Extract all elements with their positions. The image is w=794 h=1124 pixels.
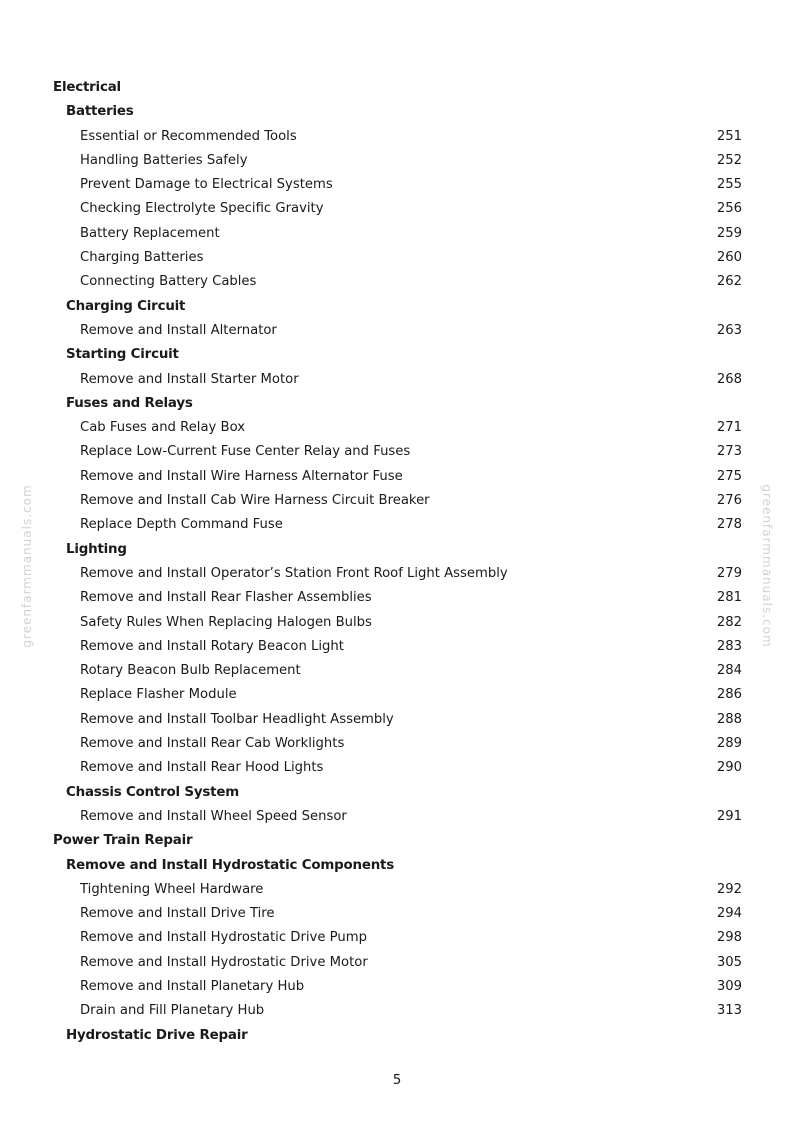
- toc-section-heading: [0, 781, 794, 805]
- toc-entry-label: Battery Replacement: [80, 225, 220, 241]
- toc-entry-label: Replace Depth Command Fuse: [80, 517, 283, 533]
- toc-entry-label: Prevent Damage to Electrical Systems: [80, 177, 333, 193]
- toc-entry-page: 284: [716, 663, 742, 679]
- toc-entry[interactable]: [0, 368, 794, 392]
- toc-entry-page: 252: [716, 152, 742, 168]
- toc-entry-page: 309: [716, 978, 742, 994]
- toc-entry-label: Remove and Install Toolbar Headlight Assembly: [80, 711, 394, 727]
- toc-entry-page: 276: [716, 493, 742, 509]
- page-number: 5: [392, 1072, 402, 1088]
- toc-entry-label: Remove and Install Planetary Hub: [80, 978, 305, 994]
- toc-entry-label: Remove and Install Starter Motor: [80, 371, 299, 387]
- toc-entry[interactable]: [0, 659, 794, 683]
- table-of-contents: [0, 76, 794, 1048]
- toc-entry[interactable]: [0, 708, 794, 732]
- toc-entry-label: Remove and Install Wire Harness Alternator Fuse: [80, 468, 403, 484]
- toc-entry-label: Safety Rules When Replacing Halogen Bulbs: [80, 614, 372, 630]
- toc-entry-label: Remove and Install Rear Cab Worklights: [80, 736, 345, 752]
- toc-entry-label: Drain and Fill Planetary Hub: [80, 1003, 265, 1019]
- toc-entry-label: Connecting Battery Cables: [80, 274, 257, 290]
- watermark-left: greenfarmmanuals.com: [20, 484, 34, 648]
- toc-entry-page: 286: [716, 687, 742, 703]
- toc-section-heading: [0, 100, 794, 124]
- toc-section-heading: [0, 854, 794, 878]
- toc-section-heading: [0, 1024, 794, 1048]
- toc-section-heading: [0, 343, 794, 367]
- toc-entry-label: Cab Fuses and Relay Box: [80, 420, 246, 436]
- toc-entry[interactable]: [0, 270, 794, 294]
- toc-entry[interactable]: [0, 562, 794, 586]
- toc-entry-page: 289: [716, 736, 742, 752]
- toc-entry-page: 251: [716, 128, 742, 144]
- toc-entry[interactable]: [0, 465, 794, 489]
- toc-entry-page: 263: [716, 322, 742, 338]
- toc-entry-label: Remove and Install Cab Wire Harness Circuit Breaker: [80, 493, 430, 509]
- toc-entry[interactable]: [0, 902, 794, 926]
- toc-section-heading: [0, 76, 794, 100]
- toc-entry-label: Tightening Wheel Hardware: [80, 881, 264, 897]
- toc-entry-label: Handling Batteries Safely: [80, 152, 248, 168]
- toc-entry-label: Charging Circuit: [66, 298, 186, 314]
- toc-entry[interactable]: [0, 197, 794, 221]
- toc-entry[interactable]: [0, 246, 794, 270]
- toc-entry-label: Remove and Install Operator’s Station Front Roof Light Assembly: [80, 565, 508, 581]
- toc-entry[interactable]: [0, 489, 794, 513]
- toc-entry-label: Remove and Install Hydrostatic Components: [66, 857, 395, 873]
- toc-entry-page: 298: [716, 930, 742, 946]
- toc-entry-label: Hydrostatic Drive Repair: [66, 1027, 248, 1043]
- toc-entry[interactable]: [0, 222, 794, 246]
- toc-entry[interactable]: [0, 999, 794, 1023]
- toc-entry-label: Remove and Install Alternator: [80, 322, 277, 338]
- toc-entry-page: 313: [716, 1003, 742, 1019]
- toc-entry-label: Electrical: [53, 80, 121, 95]
- toc-section-heading: [0, 829, 794, 853]
- toc-entry-page: 290: [716, 760, 742, 776]
- toc-entry-label: Remove and Install Drive Tire: [80, 906, 275, 922]
- toc-entry[interactable]: [0, 513, 794, 537]
- toc-entry-label: Starting Circuit: [66, 347, 179, 363]
- toc-entry-page: 294: [716, 906, 742, 922]
- toc-entry-page: 281: [716, 590, 742, 606]
- toc-section-heading: [0, 295, 794, 319]
- toc-entry-label: Remove and Install Wheel Speed Sensor: [80, 808, 347, 824]
- toc-entry-page: 275: [716, 468, 742, 484]
- toc-entry[interactable]: [0, 756, 794, 780]
- toc-entry[interactable]: [0, 926, 794, 950]
- toc-section-heading: [0, 392, 794, 416]
- toc-entry[interactable]: [0, 683, 794, 707]
- toc-entry[interactable]: [0, 975, 794, 999]
- toc-entry[interactable]: [0, 125, 794, 149]
- toc-entry-page: 282: [716, 614, 742, 630]
- toc-entry-label: Rotary Beacon Bulb Replacement: [80, 663, 301, 679]
- toc-entry[interactable]: [0, 586, 794, 610]
- toc-entry-page: 255: [716, 177, 742, 193]
- toc-entry-label: Remove and Install Hydrostatic Drive Pump: [80, 930, 367, 946]
- toc-entry[interactable]: [0, 173, 794, 197]
- toc-entry[interactable]: [0, 878, 794, 902]
- toc-entry[interactable]: [0, 440, 794, 464]
- toc-entry-label: Power Train Repair: [53, 833, 193, 849]
- toc-entry-page: 279: [716, 565, 742, 581]
- toc-entry-page: 305: [716, 954, 742, 970]
- watermark-right: greenfarmmanuals.com: [760, 484, 774, 648]
- toc-entry[interactable]: [0, 611, 794, 635]
- toc-entry-page: 288: [716, 711, 742, 727]
- toc-entry[interactable]: [0, 635, 794, 659]
- toc-entry[interactable]: [0, 951, 794, 975]
- toc-section-heading: [0, 538, 794, 562]
- toc-entry-label: Essential or Recommended Tools: [80, 128, 297, 144]
- toc-entry-label: Remove and Install Rear Hood Lights: [80, 760, 324, 776]
- toc-entry-label: Charging Batteries: [80, 250, 204, 266]
- toc-entry-label: Remove and Install Rotary Beacon Light: [80, 638, 344, 654]
- toc-entry[interactable]: [0, 319, 794, 343]
- toc-entry-page: 268: [716, 371, 742, 387]
- toc-entry-page: 291: [716, 808, 742, 824]
- toc-entry[interactable]: [0, 416, 794, 440]
- toc-entry-label: Checking Electrolyte Specific Gravity: [80, 201, 324, 217]
- toc-entry-page: 260: [716, 250, 742, 266]
- toc-entry-page: 278: [716, 517, 742, 533]
- toc-entry-page: 259: [716, 225, 742, 241]
- toc-entry-page: 271: [716, 420, 742, 436]
- toc-entry-label: Replace Flasher Module: [80, 687, 237, 703]
- toc-entry-page: 256: [716, 201, 742, 217]
- toc-entry-page: 292: [716, 881, 742, 897]
- toc-entry-label: Chassis Control System: [66, 784, 239, 800]
- toc-entry[interactable]: [0, 149, 794, 173]
- toc-entry-page: 283: [716, 638, 742, 654]
- toc-entry-page: 273: [716, 444, 742, 460]
- toc-entry[interactable]: [0, 805, 794, 829]
- toc-entry-label: Fuses and Relays: [66, 395, 193, 411]
- toc-entry-label: Replace Low-Current Fuse Center Relay and Fuses: [80, 444, 411, 460]
- toc-entry-label: Remove and Install Hydrostatic Drive Motor: [80, 954, 368, 970]
- toc-entry-page: 262: [716, 274, 742, 290]
- toc-entry-label: Remove and Install Rear Flasher Assemblies: [80, 590, 372, 606]
- toc-entry-label: Batteries: [66, 104, 134, 120]
- toc-entry[interactable]: [0, 732, 794, 756]
- toc-entry-label: Lighting: [66, 541, 127, 557]
